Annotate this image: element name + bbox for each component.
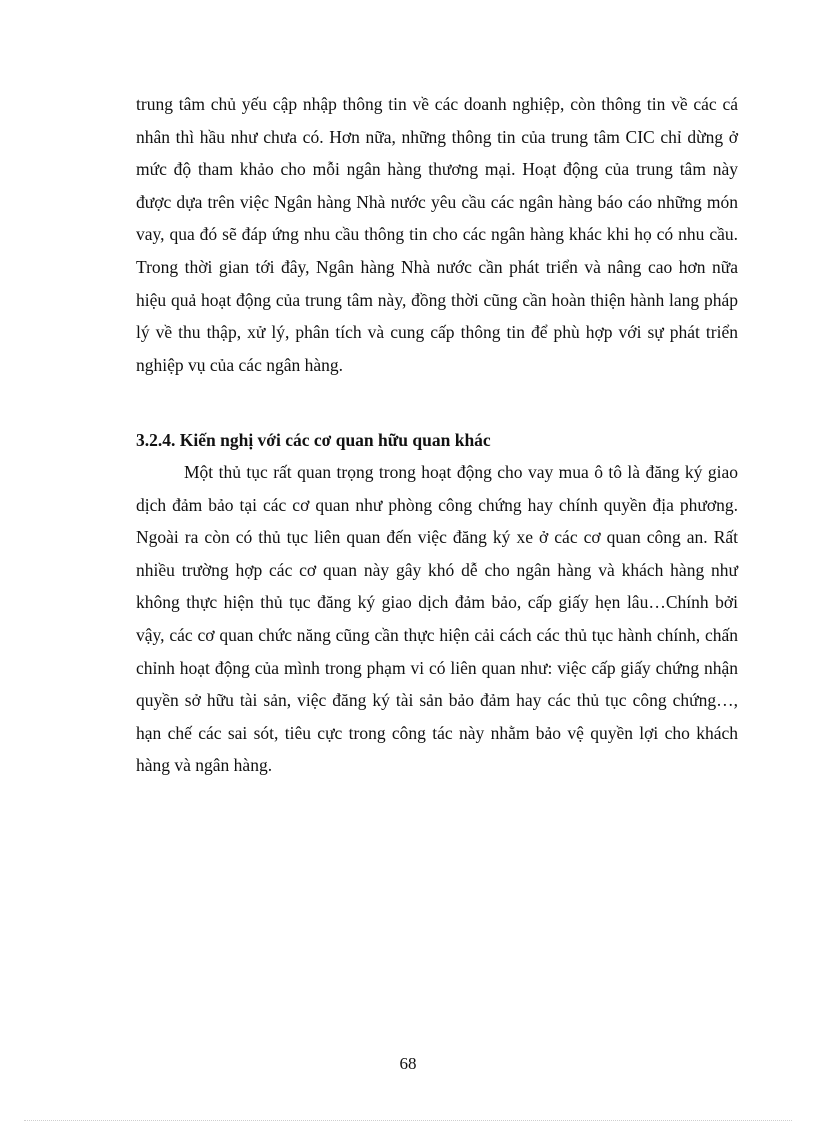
page-number: 68 — [399, 1054, 417, 1073]
body-paragraph-1: trung tâm chủ yếu cập nhập thông tin về các doanh nghiệp, còn thông tin về các cá nhân thì hầu như chưa có. Hơn nữa, những thông tin của trung tâm CIC chỉ dừng ở mức độ tham khảo cho mỗi ngân hàng thương mại. Hoạt động của trung tâm này được dựa trên việc Ngân hàng Nhà nước yêu cầu các ngân hàng báo cáo những món vay, qua đó sẽ đáp ứng nhu cầu thông tin cho các ngân hàng khác khi họ có nhu cầu. Trong thời gian tới đây, Ngân hàng Nhà nước cần phát triển và nâng cao hơn nữa hiệu quả hoạt động của trung tâm này, đồng thời cũng cần hoàn thiện hành lang pháp lý về thu thập, xử lý, phân tích và cung cấp thông tin để phù hợp với sự phát triển nghiệp vụ của các ngân hàng. — [136, 94, 738, 375]
footer-divider — [24, 1120, 792, 1121]
section-heading: 3.2.4. Kiến nghị với các cơ quan hữu quan khác — [136, 430, 491, 450]
body-paragraph-2: Một thủ tục rất quan trọng trong hoạt động cho vay mua ô tô là đăng ký giao dịch đảm bảo tại các cơ quan như phòng công chứng hay chính quyền địa phương. Ngoài ra còn có thủ tục liên quan đến việc đăng ký xe ở các cơ quan công an. Rất nhiều trường hợp các cơ quan này gây khó dễ cho ngân hàng và khách hàng như không thực hiện thủ tục đăng ký giao dịch đảm bảo, cấp giấy hẹn lâu…Chính bởi vậy, các cơ quan chức năng cũng cần thực hiện cải cách các thủ tục hành chính, chấn chỉnh hoạt động của mình trong phạm vi có liên quan như: việc cấp giấy chứng nhận quyền sở hữu tài sản, việc đăng ký tài sản bảo đảm hay các thủ tục công chứng…, hạn chế các sai sót, tiêu cực trong công tác này nhằm bảo vệ quyền lợi cho khách hàng và ngân hàng. — [136, 462, 738, 776]
